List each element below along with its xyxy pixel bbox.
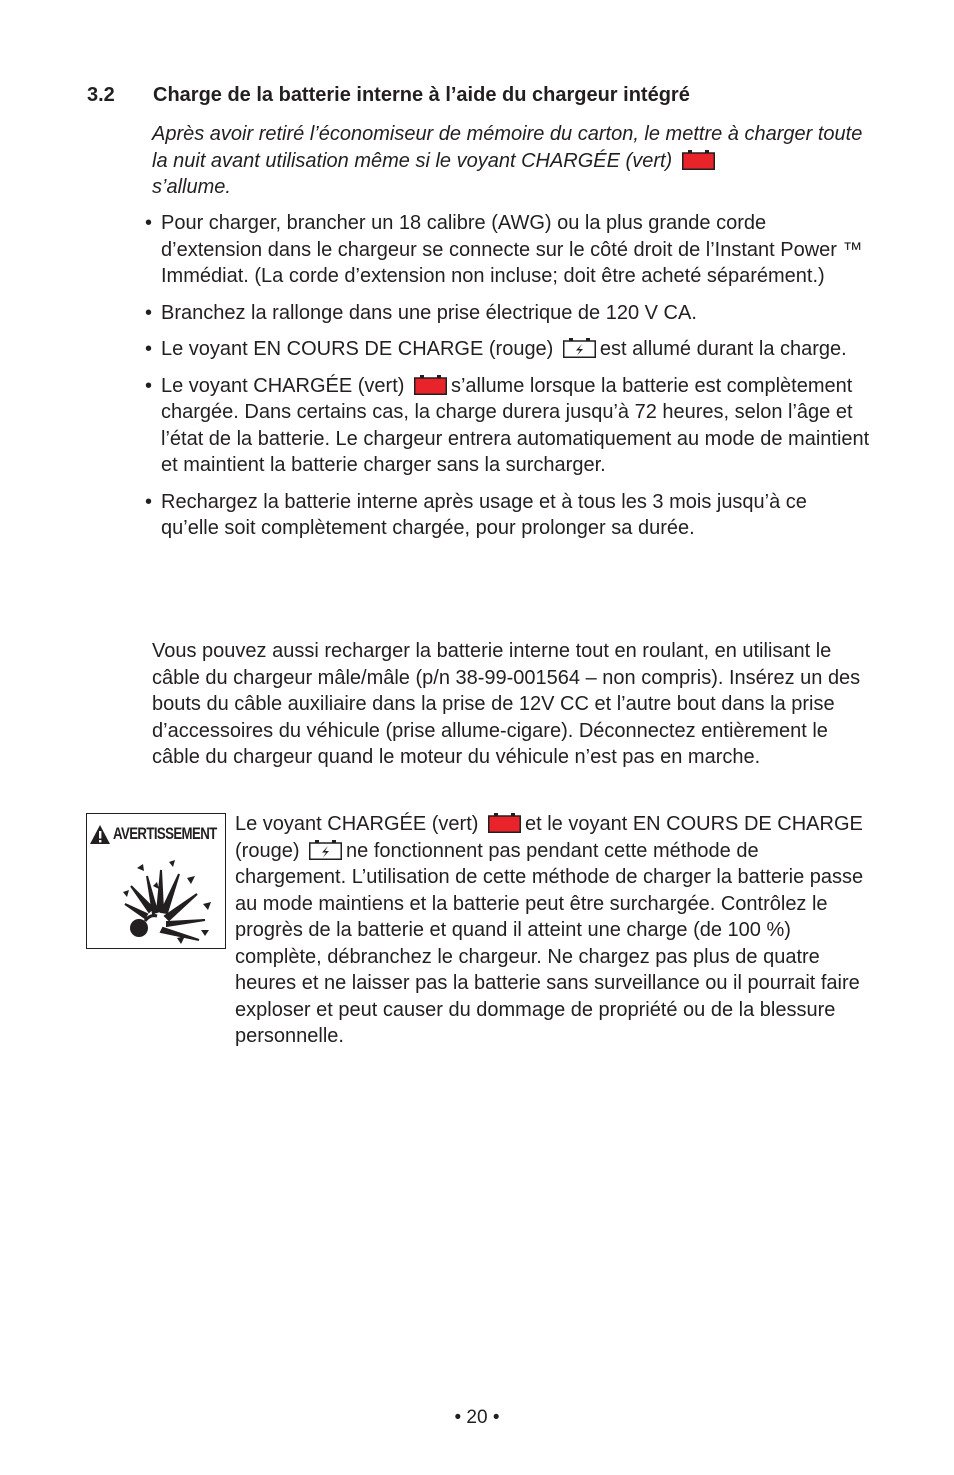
page-number: • 20 • — [454, 1407, 500, 1428]
list-item: • Le voyant EN COURS DE CHARGE (rouge) est allumé durant la charge. — [145, 338, 847, 360]
section-title: Charge de la batterie interne à l’aide du chargeur intégré — [153, 84, 690, 106]
intro-paragraph — [152, 121, 867, 201]
instruction-list — [145, 210, 870, 552]
battery-charged-icon — [682, 150, 715, 170]
list-item: • Pour charger, brancher un 18 calibre (AWG) ou la plus grande corde d’extension dans le chargeur se connecte sur le côté droit de l’Instant Power ™ Immédiat. (La corde d’extension non incluse; doit être acheté séparément.) — [145, 212, 863, 287]
intro-text: Après avoir retiré l’économiseur de mémoire du carton, le mettre à charger toute la nuit avant utilisation même si le voyant CHARGÉE (vert) — [152, 123, 863, 172]
body-paragraph: Vous pouvez aussi recharger la batterie interne tout en roulant, en utilisant le câble du chargeur mâle/mâle (p/n 38-99-001564 – non compris). Insérez un des bouts du câble auxiliaire dans la prise de 12V CC et l’autre bout dans la prise d’accessoires du véhicule (prise allume-cigare). Déconnectez entièrement le câble du chargeur quand le moteur du véhicule n’est pas en marche. — [152, 640, 861, 768]
warning-header — [89, 818, 225, 850]
battery-charging-icon — [563, 338, 596, 358]
battery-charging-icon — [309, 840, 342, 860]
section-number: 3.2 — [87, 84, 115, 106]
warning-symbol-box — [86, 813, 226, 949]
list-item: • Rechargez la batterie interne après usage et à tous les 3 mois jusqu’à ce qu’elle soit complètement chargée, pour prolonger sa durée. — [145, 490, 807, 539]
list-item: • Branchez la rallonge dans une prise électrique de 120 V CA. — [145, 301, 697, 324]
warning-label: AVERTISSEMENT — [113, 824, 217, 843]
list-item: • Le voyant CHARGÉE (vert) s’allume lorsque la batterie est complètement chargée. Dans certains cas, la charge durera jusqu’à 72 heures, selon l’âge et l’état de la batterie. Le chargeur entrera automatiquement au mode de maintient et maintient la batterie charger sans la surcharger. — [145, 374, 870, 476]
explosion-icon — [117, 856, 217, 946]
section-heading — [87, 82, 887, 108]
warning-text: Le voyant CHARGÉE (vert) et le voyant EN COURS DE CHARGE (rouge) ne fonctionnent pas pendant cette méthode de chargement. L’utilisation de cette méthode de charger la batterie passe au mode maintiens et la batterie peut être surchargée. Contrôlez le progrès de la batterie et quand il atteint une charge (de 100 %) complète, débranchez le chargeur. Ne chargez pas plus de quatre heures et ne laisser pas la batterie sans surveillance ou il pourrait faire exploser et peut causer du dommage de propriété ou de la blessure personnelle. — [235, 813, 864, 1047]
battery-charged-icon — [414, 375, 447, 395]
battery-charged-icon — [488, 813, 521, 833]
intro-text-end: s’allume. — [152, 176, 231, 198]
warning-triangle-icon — [89, 824, 111, 846]
